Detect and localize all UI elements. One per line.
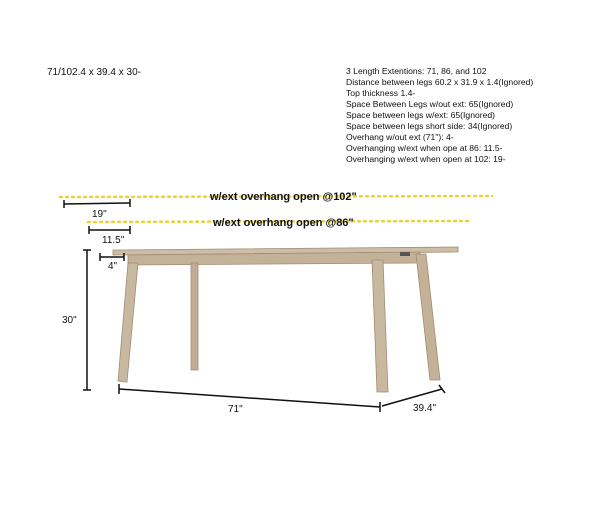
- table-leg-front-left: [118, 263, 138, 382]
- table-leg-back-left: [191, 263, 198, 370]
- dim-4-label: 4": [108, 261, 118, 272]
- spec-item: Distance between legs 60.2 x 31.9 x 1.4(Ignored): [346, 77, 534, 87]
- length-dim-line: [119, 389, 380, 407]
- spec-item: 3 Length Extentions: 71, 86, and 102: [346, 66, 487, 76]
- table-leg-back-right: [416, 254, 440, 380]
- width-label: 39.4": [413, 403, 437, 414]
- overall-dimensions: 71/102.4 x 39.4 x 30-: [47, 67, 141, 78]
- dim-11-5-label: 11.5": [102, 235, 125, 246]
- extension-clip: [400, 252, 410, 256]
- spec-item: Space between legs short side: 34(Ignored): [346, 121, 513, 131]
- spec-item: Top thickness 1.4-: [346, 88, 416, 98]
- spec-item: Overhanging w/ext when open at 102: 19-: [346, 154, 506, 164]
- overhang-102-label: w/ext overhang open @102": [210, 191, 357, 203]
- spec-item: Overhanging w/ext when ope at 86: 11.5-: [346, 143, 503, 153]
- length-label: 71": [228, 404, 243, 415]
- height-label: 30": [62, 315, 77, 326]
- table-leg-front-right: [372, 260, 388, 392]
- spec-item: Space between legs w/ext: 65(Ignored): [346, 110, 496, 120]
- dim-19-label: 19": [92, 209, 107, 220]
- spec-item: Space Between Legs w/out ext: 65(Ignored): [346, 99, 514, 109]
- dim-19-line: [64, 203, 130, 204]
- overhang-86-label: w/ext overhang open @86": [213, 217, 354, 229]
- spec-item: Overhang w/out ext (71"): 4-: [346, 132, 454, 142]
